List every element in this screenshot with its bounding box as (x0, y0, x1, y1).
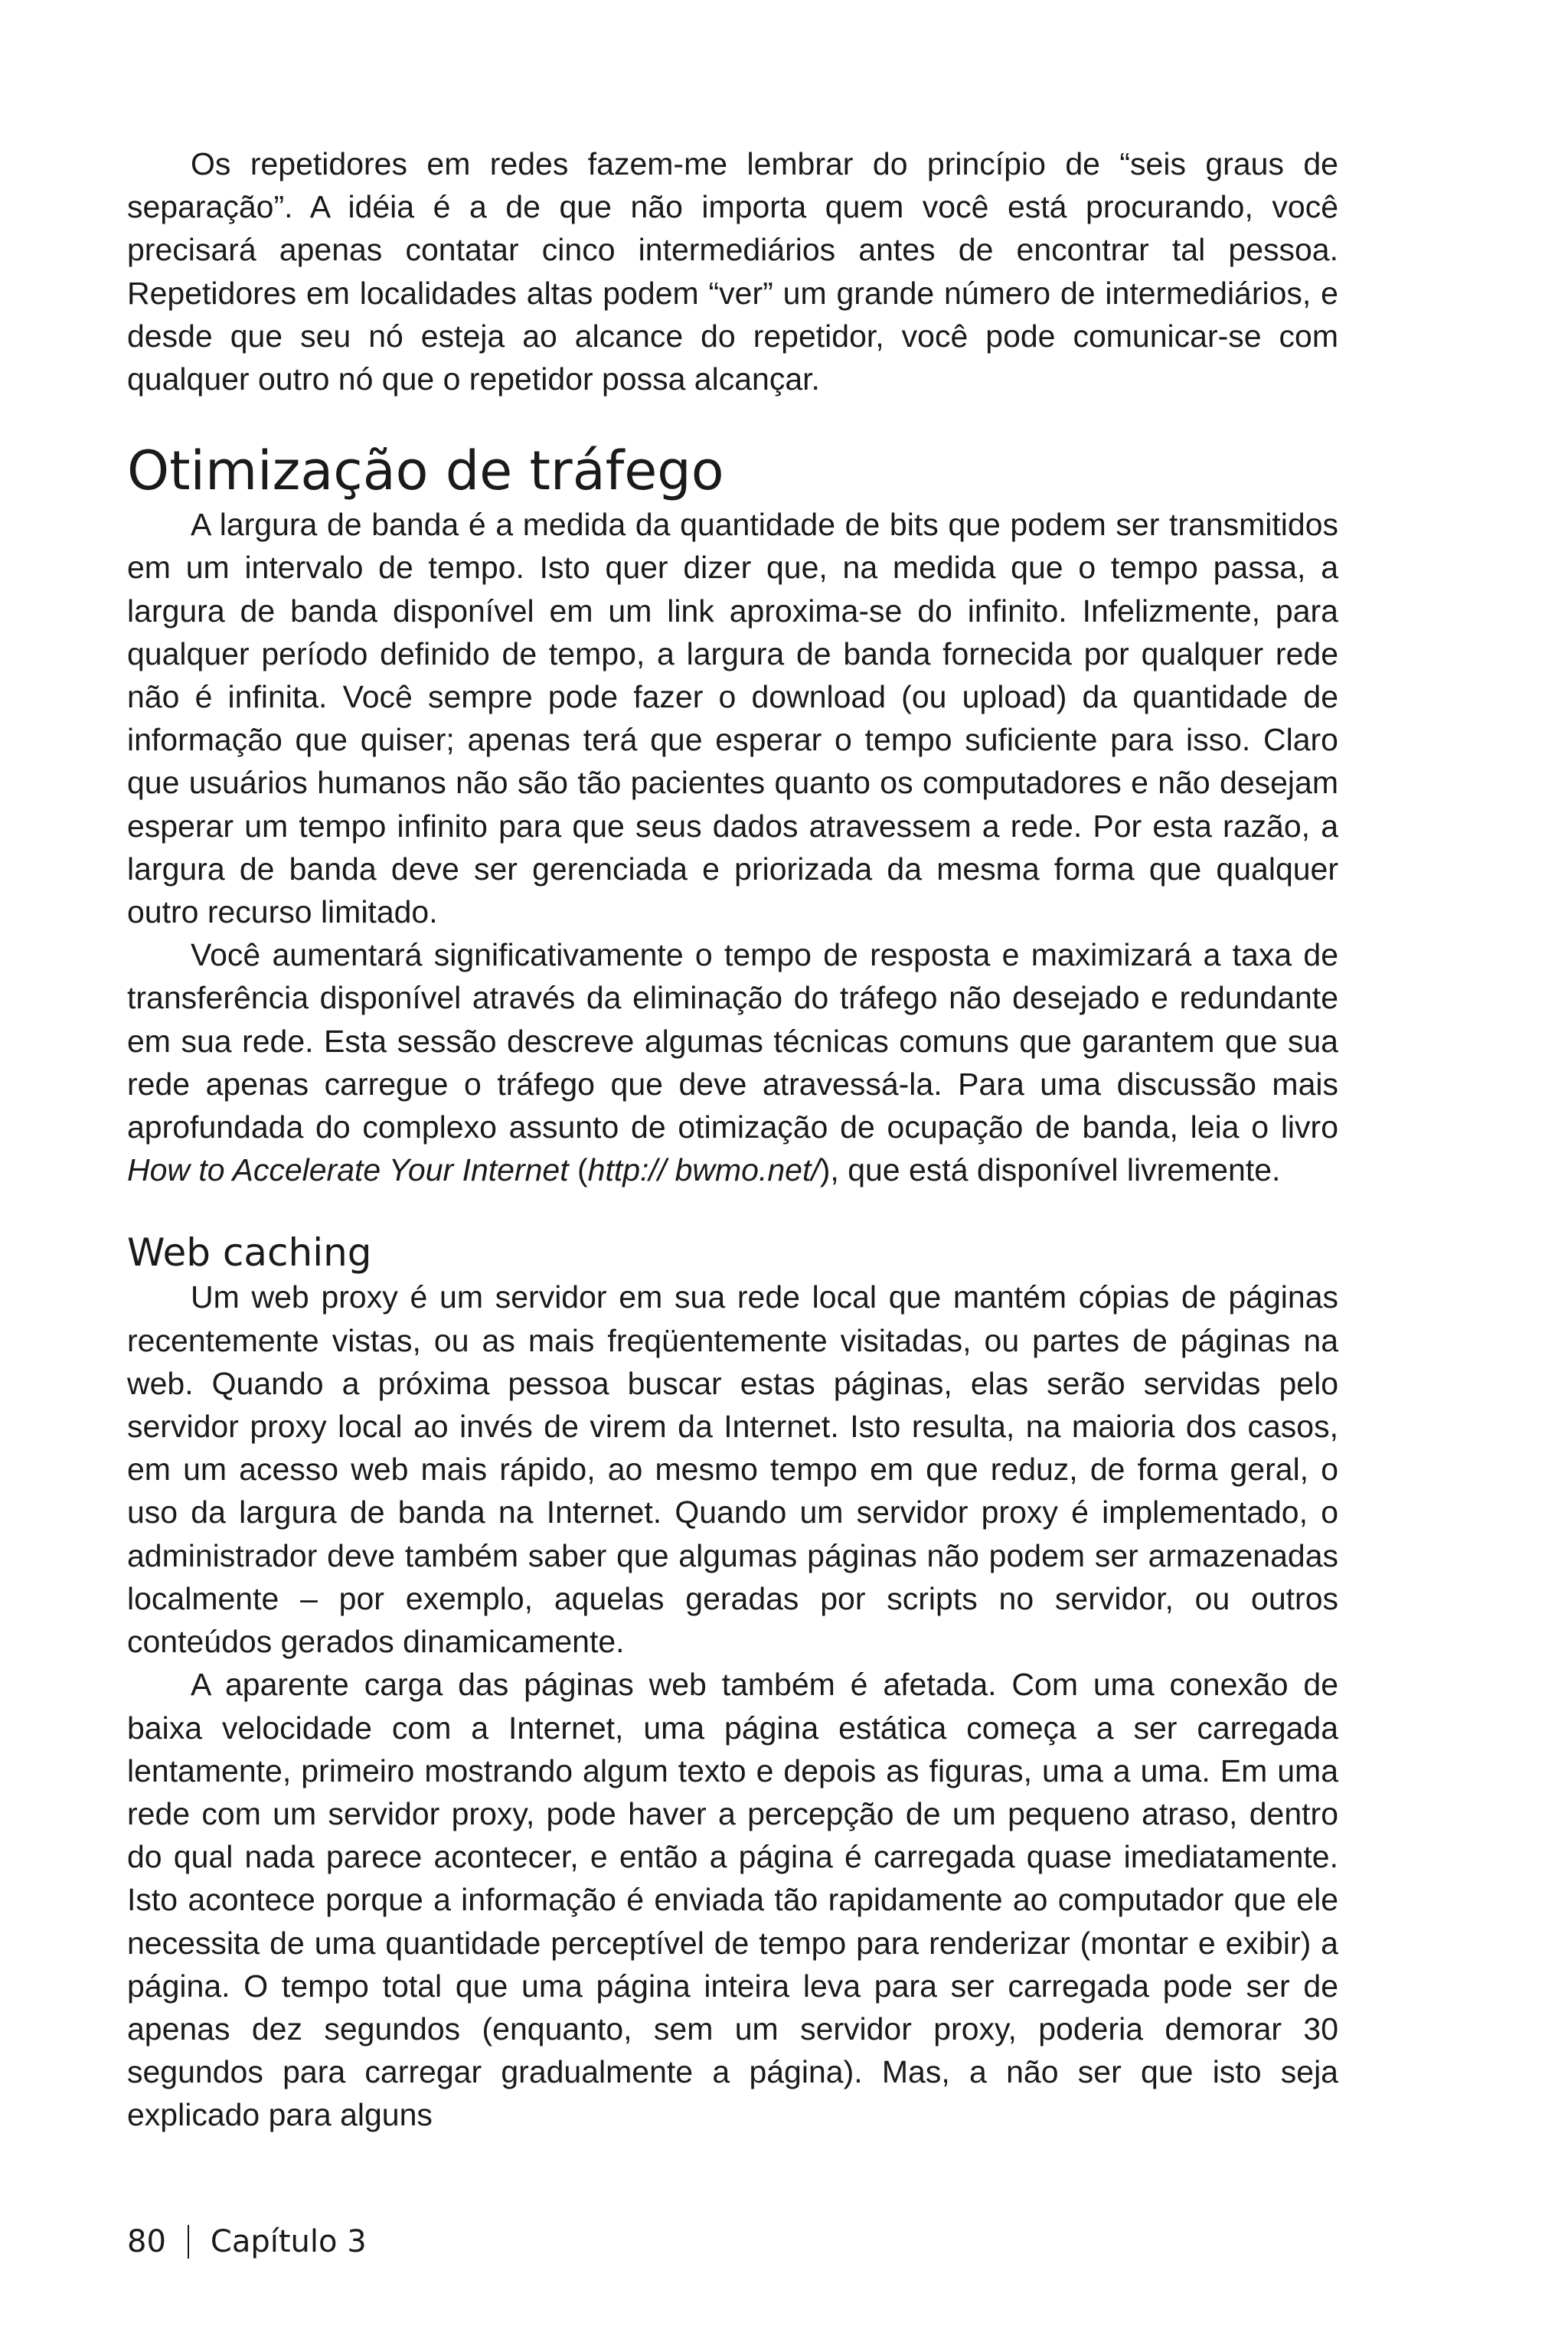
section-heading-traffic-optimization: Otimização de tráfego (127, 439, 724, 503)
book-title: How to Accelerate Your Internet (127, 1152, 569, 1188)
traffic-paragraph-2-text-a: Você aumentará significativamente o tempo de resposta e maximizará a taxa de transferência disponível através da eliminação do tráfego não desejado e redundante em sua rede. Esta sessão descreve algumas técnicas comuns que garantem que sua rede apenas carregue o tráfego que deve atravessá-la. Para uma discussão mais aprofundada do complexo assunto de otimização de ocupação de banda, leia o livro (127, 937, 1338, 1145)
chapter-label: Capítulo 3 (210, 2224, 367, 2259)
footer-separator (188, 2225, 189, 2259)
page-body (127, 142, 1338, 2137)
caching-paragraph-2: A aparente carga das páginas web também é afetada. Com uma conexão de baixa velocidade com a Internet, uma página estática começa a ser carregada lentamente, primeiro mostrando algum texto e depois as figuras, uma a uma. Em uma rede com um servidor proxy, pode haver a percepção de um pequeno atraso, dentro do qual nada parece acontecer, e então a página é carregada quase imediatamente. Isto acontece porque a informação é enviada tão rapidamente ao computador que ele necessita de uma quantidade perceptível de tempo para renderizar (montar e exibir) a página. O tempo total que uma página inteira leva para ser carregada pode ser de apenas dez segundos (enquanto, sem um servidor proxy, poderia demorar 30 segundos para carregar gradualmente a página). Mas, a não ser que isto seja explicado para alguns (127, 1667, 1338, 2133)
traffic-paragraph-2-text-b: ( (568, 1152, 588, 1188)
page-footer (127, 2220, 367, 2263)
page-number: 80 (127, 2224, 166, 2259)
traffic-paragraph-1: A largura de banda é a medida da quantidade de bits que podem ser transmitidos em um intervalo de tempo. Isto quer dizer que, na medida que o tempo passa, a largura de banda disponível em um link aproxima-se do infinito. Infelizmente, para qualquer período definido de tempo, a largura de banda fornecida por qualquer rede não é infinita. Você sempre pode fazer o download (ou upload) da quantidade de informação que quiser; apenas terá que esperar o tempo suficiente para isso. Claro que usuários humanos não são tão pacientes quanto os computadores e não desejam esperar um tempo infinito para que seus dados atravessem a rede. Por esta razão, a largura de banda deve ser gerenciada e priorizada da mesma forma que qualquer outro recurso limitado. (127, 507, 1338, 930)
book-url: http:// bwmo.net/ (587, 1152, 820, 1188)
traffic-paragraph-2 (127, 933, 1338, 1191)
caching-paragraph-1: Um web proxy é um servidor em sua rede local que mantém cópias de páginas recentemente vistas, ou as mais freqüentemente visitadas, ou partes de páginas na web. Quando a próxima pessoa buscar estas páginas, elas serão servidas pelo servidor proxy local ao invés de virem da Internet. Isto resulta, na maioria dos casos, em um acesso web mais rápido, ao mesmo tempo em que reduz, de forma geral, o uso da largura de banda na Internet. Quando um servidor proxy é implementado, o administrador deve também saber que algumas páginas não podem ser armazenadas localmente – por exemplo, aquelas geradas por scripts no servidor, ou outros conteúdos gerados dinamicamente. (127, 1279, 1338, 1660)
section-heading-web-caching: Web caching (127, 1230, 372, 1276)
intro-paragraph: Os repetidores em redes fazem-me lembrar do princípio de “seis graus de separação”. A idéia é a de que não importa quem você está procurando, você precisará apenas contatar cinco intermediários antes de encontrar tal pessoa. Repetidores em localidades altas podem “ver” um grande número de intermediários, e desde que seu nó esteja ao alcance do repetidor, você pode comunicar-se com qualquer outro nó que o repetidor possa alcançar. (127, 146, 1338, 397)
traffic-paragraph-2-text-c: ), que está disponível livremente. (819, 1152, 1281, 1188)
